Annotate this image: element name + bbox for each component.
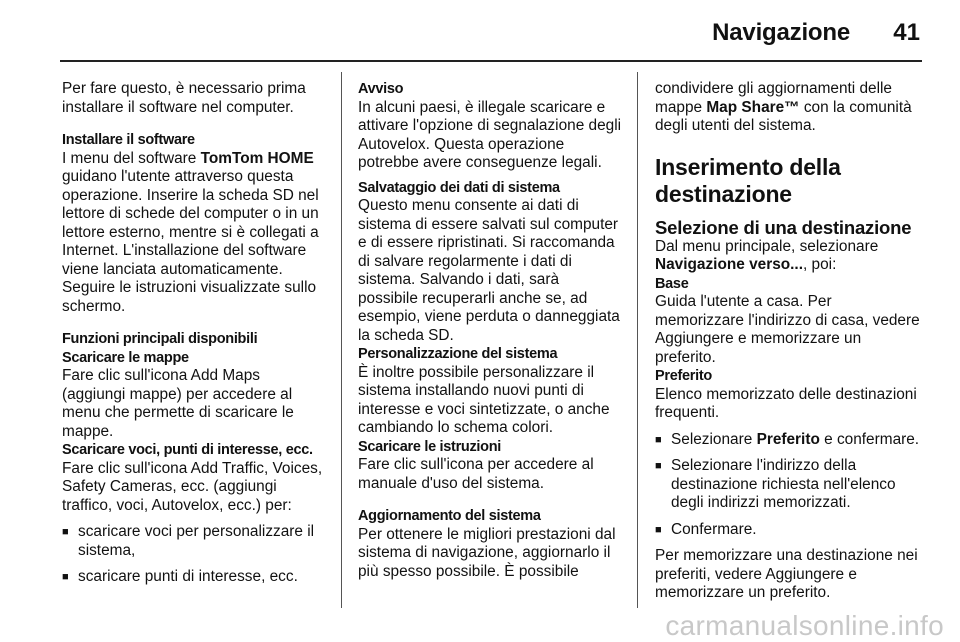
base-heading: Base (655, 275, 689, 292)
outro-text: Per memorizzare una destinazione nei preferiti, vedere Aggiungere e memorizzare un preferito. (655, 547, 918, 601)
select-text-pre: Dal menu principale, selezionare (655, 237, 879, 255)
share-text-pre: condividere gli aggiornamenti delle mappe (655, 80, 892, 116)
bullet-text (671, 431, 923, 450)
bullet-text: scaricare voci per personalizzare il sistema, (78, 523, 315, 559)
column-3 (655, 80, 923, 603)
install-text-post: guidano l'utente attraverso questa operazione. Inserire la scheda SD nel lettore di schede del computer o in un lettore esterno, mentre si è collegati a Internet. L'installazione del software viene lanciata automaticamente. Seguire le istruzioni visualizzate sullo schermo. (62, 168, 319, 315)
base-text: Guida l'utente a casa. Per memorizzare l'indirizzo di casa, vedere Aggiungere e memorizzare un preferito. (655, 293, 920, 366)
list-item (62, 568, 324, 587)
select-text-post: , poi: (802, 256, 837, 273)
bullet-square-icon: ■ (62, 571, 69, 583)
share-text-post: con la comunità degli utenti del sistema. (655, 98, 912, 134)
backup-text: Questo menu consente ai dati di sistema di essere salvati sul computer e di essere ripristinati. Si raccomanda di salvare regolarmente i dati di sistema. Salvando i dati, sarà possibile recuperarli anche se, ad esempio, viene perduta o danneggiata la scheda SD. (358, 197, 620, 344)
watermark: carmanualsonline.info (665, 610, 944, 641)
manual-heading: Scaricare le istruzioni (358, 438, 501, 455)
bullet-text: Selezionare l'indirizzo della destinazione richiesta nell'elenco degli indirizzi memorizzati. (671, 457, 896, 511)
voices-text: Fare clic sull'icona Add Traffic, Voices, Safety Cameras, ecc. (aggiungi traffico, voci, Autovelox, ecc.) per: (62, 459, 323, 514)
column-divider-2 (637, 72, 638, 608)
custom-heading: Personalizzazione del sistema (358, 346, 558, 362)
install-section (62, 131, 324, 316)
bullet-text-pre: Selezionare (671, 430, 757, 448)
list-item (655, 431, 923, 450)
warning-heading: Avviso (358, 81, 404, 97)
list-item (655, 457, 923, 513)
favourite-heading: Preferito (655, 368, 712, 384)
bullet-square-icon: ■ (655, 460, 662, 472)
bullet-text: Confermare. (671, 520, 757, 538)
column-divider-1 (341, 72, 342, 608)
manual-text: Fare clic sull'icona per accedere al manuale d'uso del sistema. (358, 456, 594, 492)
intro-paragraph: Per fare questo, è necessario prima installare il software nel computer. (62, 80, 306, 116)
bullet-square-icon: ■ (655, 523, 662, 536)
functions-heading: Funzioni principali disponibili (62, 331, 258, 347)
list-item (62, 523, 324, 560)
tomtom-home-term: TomTom HOME (200, 149, 314, 167)
install-text-pre: I menu del software (62, 149, 201, 167)
custom-text: È inoltre possibile personalizzare il sistema installando nuovi punti di interesse e voci sintetizzate, o anche cambiando lo schema colori. (358, 363, 610, 436)
share-paragraph (655, 80, 923, 136)
bullet-text: scaricare punti di interesse, ecc. (78, 568, 298, 585)
navigate-to-term: Navigazione verso... (655, 256, 803, 273)
install-heading: Installare il software (62, 132, 195, 148)
map-share-term: Map Share™ (706, 98, 800, 116)
favourite-term: Preferito (756, 430, 820, 448)
section-heading: Inserimento della destinazione (655, 153, 841, 207)
header-rule (60, 60, 922, 62)
bullet-square-icon: ■ (62, 526, 69, 538)
select-heading: Selezione di una destinazione (655, 216, 912, 238)
list-item (655, 521, 923, 540)
voices-heading: Scaricare voci, punti di interesse, ecc. (62, 442, 313, 458)
favourite-text: Elenco memorizzato delle destinazioni frequenti. (655, 385, 917, 421)
select-paragraph (655, 238, 923, 275)
header-title: Navigazione (712, 19, 850, 46)
warning-text: In alcuni paesi, è illegale scaricare e attivare l'opzione di segnalazione degli Autovelox. Questa operazione potrebbe avere conseguenze legali. (358, 98, 622, 171)
backup-heading: Salvataggio dei dati di sistema (358, 179, 560, 196)
bullet-square-icon: ■ (655, 433, 662, 446)
maps-text: Fare clic sull'icona Add Maps (aggiungi mappe) per accedere al menu che permette di scaricare le mappe. (62, 367, 294, 440)
bullet-text-post: e confermare. (819, 430, 920, 448)
update-text: Per ottenere le migliori prestazioni dal sistema di navigazione, aggiornarlo il più spesso possibile. È possibile (358, 525, 616, 580)
update-heading: Aggiornamento del sistema (358, 508, 541, 524)
column-1 (62, 80, 324, 587)
column-2 (358, 80, 622, 581)
page-number: 41 (893, 19, 920, 46)
maps-heading: Scaricare le mappe (62, 349, 189, 366)
